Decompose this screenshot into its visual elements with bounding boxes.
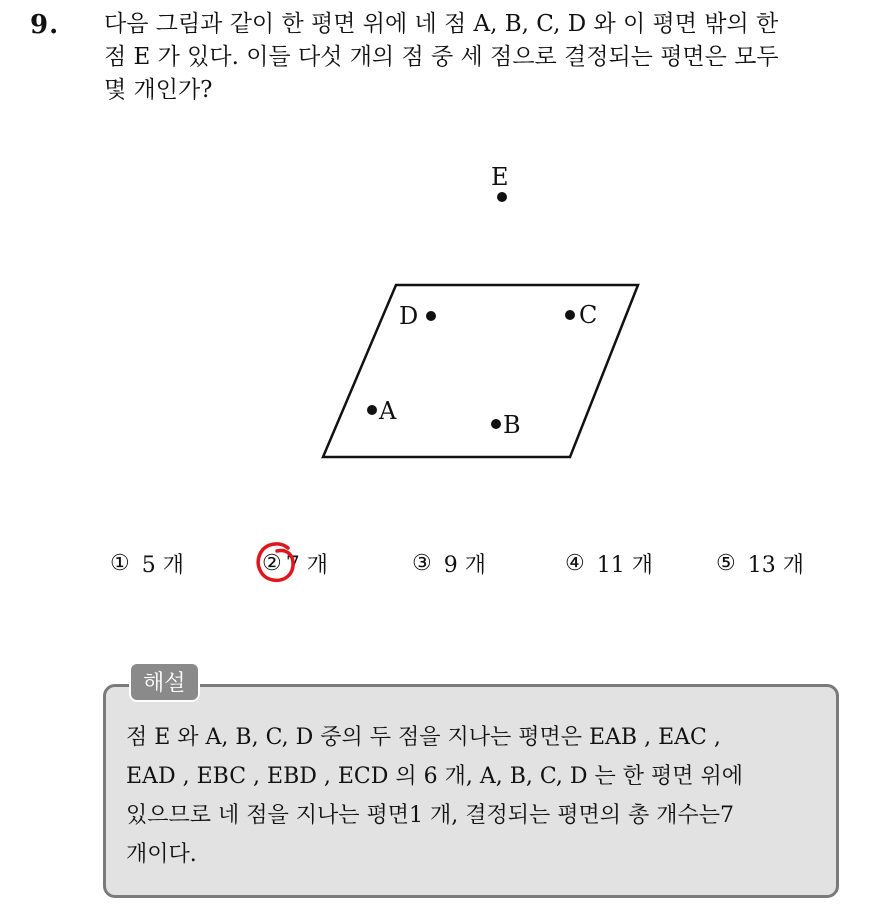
point-b-label: B bbox=[503, 411, 521, 439]
solution-line: 점 E 와 A, B, C, D 중의 두 점을 지나는 평면은 EAB , EAC , bbox=[126, 725, 721, 750]
answer-choices bbox=[0, 548, 884, 584]
choice-value: 11 개 bbox=[596, 553, 653, 578]
point-e-dot bbox=[497, 192, 507, 202]
point-a-label: A bbox=[379, 397, 397, 425]
solution-label: 해설 bbox=[129, 662, 200, 702]
question-number: 9. bbox=[30, 10, 60, 40]
solution-text bbox=[126, 718, 826, 874]
point-b-dot bbox=[491, 419, 501, 429]
question-line: 점 E 가 있다. 이들 다섯 개의 점 중 세 점으로 결정되는 평면은 모두 bbox=[104, 44, 779, 70]
choice-2[interactable] bbox=[262, 548, 328, 579]
choice-number: ③ bbox=[412, 551, 432, 576]
solution-line: EAD , EBC , EBD , ECD 의 6 개, A, B, C, D 는 한 평면 위에 bbox=[126, 764, 744, 789]
choice-number: ① bbox=[110, 551, 130, 576]
point-d-label: D bbox=[399, 302, 419, 330]
point-a-dot bbox=[367, 405, 377, 415]
question-line: 몇 개인가? bbox=[104, 77, 213, 103]
choice-value: 13 개 bbox=[747, 553, 804, 578]
choice-4[interactable] bbox=[565, 548, 653, 579]
point-e-label: E bbox=[491, 163, 509, 191]
choice-number: ② bbox=[262, 551, 282, 576]
solution-line: 있으므로 네 점을 지나는 평면1 개, 결정되는 평면의 총 개수는7 bbox=[126, 803, 734, 828]
choice-number: ⑤ bbox=[716, 551, 736, 576]
point-c-label: C bbox=[579, 301, 598, 329]
choice-5[interactable] bbox=[716, 548, 804, 579]
point-c-dot bbox=[565, 310, 575, 320]
choice-value: 9 개 bbox=[443, 553, 486, 578]
choice-1[interactable] bbox=[110, 548, 184, 579]
choice-value: 5 개 bbox=[141, 553, 184, 578]
solution-line: 개이다. bbox=[126, 842, 197, 867]
point-d-dot bbox=[426, 311, 436, 321]
question-line: 다음 그림과 같이 한 평면 위에 네 점 A, B, C, D 와 이 평면 밖의 한 bbox=[104, 11, 779, 37]
choice-3[interactable] bbox=[412, 548, 486, 579]
choice-number: ④ bbox=[565, 551, 585, 576]
choice-value: 7 개 bbox=[285, 553, 328, 578]
